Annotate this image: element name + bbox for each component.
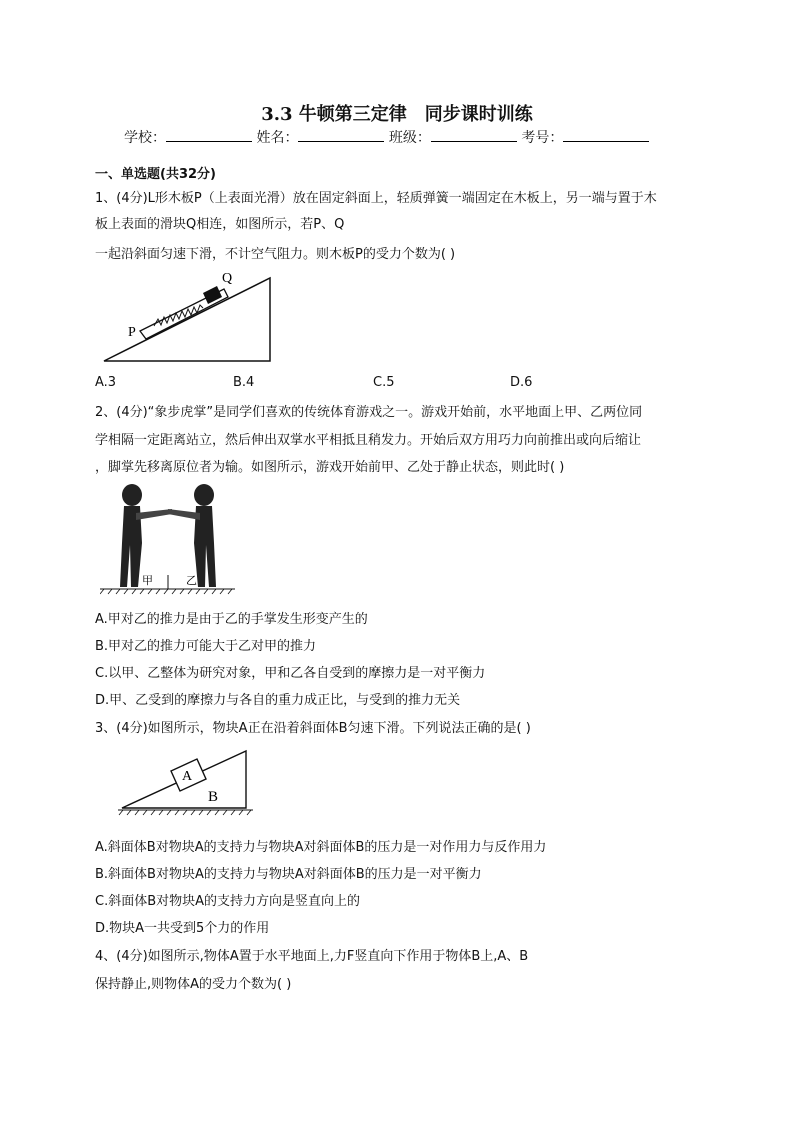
- q3-option-c[interactable]: C.斜面体B对物块A的支持力方向是竖直向上的: [95, 894, 361, 909]
- q2-line3: ，脚掌先移离原位者为输。如图所示，游戏开始前甲、乙处于静止状态，则此时( ): [95, 460, 565, 475]
- school-blank[interactable]: [166, 127, 252, 142]
- q3-label-b: B: [208, 789, 219, 805]
- q4-line1: 4、(4分)如图所示,物体A置于水平地面上,力F竖直向下作用于物体B上,A、B: [95, 949, 529, 964]
- q1-option-c[interactable]: C.5: [373, 375, 395, 390]
- q2-label-yi: 乙: [186, 574, 197, 587]
- class-blank[interactable]: [431, 127, 517, 142]
- q2-option-d[interactable]: D.甲、乙受到的摩擦力与各自的重力成正比，与受到的推力无关: [95, 693, 461, 708]
- q3-incline-figure: [118, 748, 253, 818]
- q1-line3: 一起沿斜面匀速下滑，不计空气阻力。则木板P的受力个数为( ): [95, 247, 456, 262]
- q1-option-b[interactable]: B.4: [233, 375, 255, 390]
- class-label: 班级：: [388, 130, 431, 146]
- section-heading: 一、单选题(共32分): [95, 167, 216, 182]
- q2-option-b[interactable]: B.甲对乙的推力可能大于乙对甲的推力: [95, 639, 317, 654]
- q1-label-q: Q: [222, 271, 233, 286]
- q3-option-a[interactable]: A.斜面体B对物块A的支持力与物块A对斜面体B的压力是一对作用力与反作用力: [95, 840, 547, 855]
- q2-push-game-figure: [100, 483, 235, 598]
- q1-label-p: P: [128, 325, 136, 340]
- q2-option-a[interactable]: A.甲对乙的推力是由于乙的手掌发生形变产生的: [95, 612, 368, 627]
- q2-line1: 2、(4分)“象步虎掌”是同学们喜欢的传统体育游戏之一。游戏开始前，水平地面上甲、乙两位同: [95, 405, 643, 420]
- name-blank[interactable]: [298, 127, 384, 142]
- q3-option-b[interactable]: B.斜面体B对物块A的支持力与物块A对斜面体B的压力是一对平衡力: [95, 867, 482, 882]
- q1-line1: 1、(4分)L形木板P（上表面光滑）放在固定斜面上，轻质弹簧一端固定在木板上，另一端与置于木: [95, 191, 657, 206]
- q3-line1: 3、(4分)如图所示，物块A正在沿着斜面体B匀速下滑。下列说法正确的是( ): [95, 721, 531, 736]
- q2-option-c[interactable]: C.以甲、乙整体为研究对象，甲和乙各自受到的摩擦力是一对平衡力: [95, 666, 486, 681]
- q3-option-d[interactable]: D.物块A一共受到5个力的作用: [95, 921, 270, 936]
- q2-label-jia: 甲: [142, 574, 153, 587]
- exam-no-blank[interactable]: [563, 127, 649, 142]
- student-info-row: [124, 127, 649, 147]
- school-label: 学校：: [124, 130, 166, 146]
- q2-line2: 学相隔一定距离站立，然后伸出双掌水平相抵且稍发力。开始后双方用巧力向前推出或向后缩让: [95, 433, 642, 448]
- name-label: 姓名：: [256, 130, 299, 146]
- q1-line2: 板上表面的滑块Q相连，如图所示，若P、Q: [95, 217, 345, 232]
- q1-incline-figure: [100, 270, 280, 365]
- q1-option-a[interactable]: A.3: [95, 375, 117, 390]
- q3-label-a: A: [182, 769, 193, 784]
- exam-no-label: 考号：: [521, 130, 564, 146]
- document-title: 3.3 牛顿第三定律 同步课时训练: [261, 104, 533, 125]
- q4-line2: 保持静止,则物体A的受力个数为( ): [95, 977, 292, 992]
- q1-option-d[interactable]: D.6: [510, 375, 533, 390]
